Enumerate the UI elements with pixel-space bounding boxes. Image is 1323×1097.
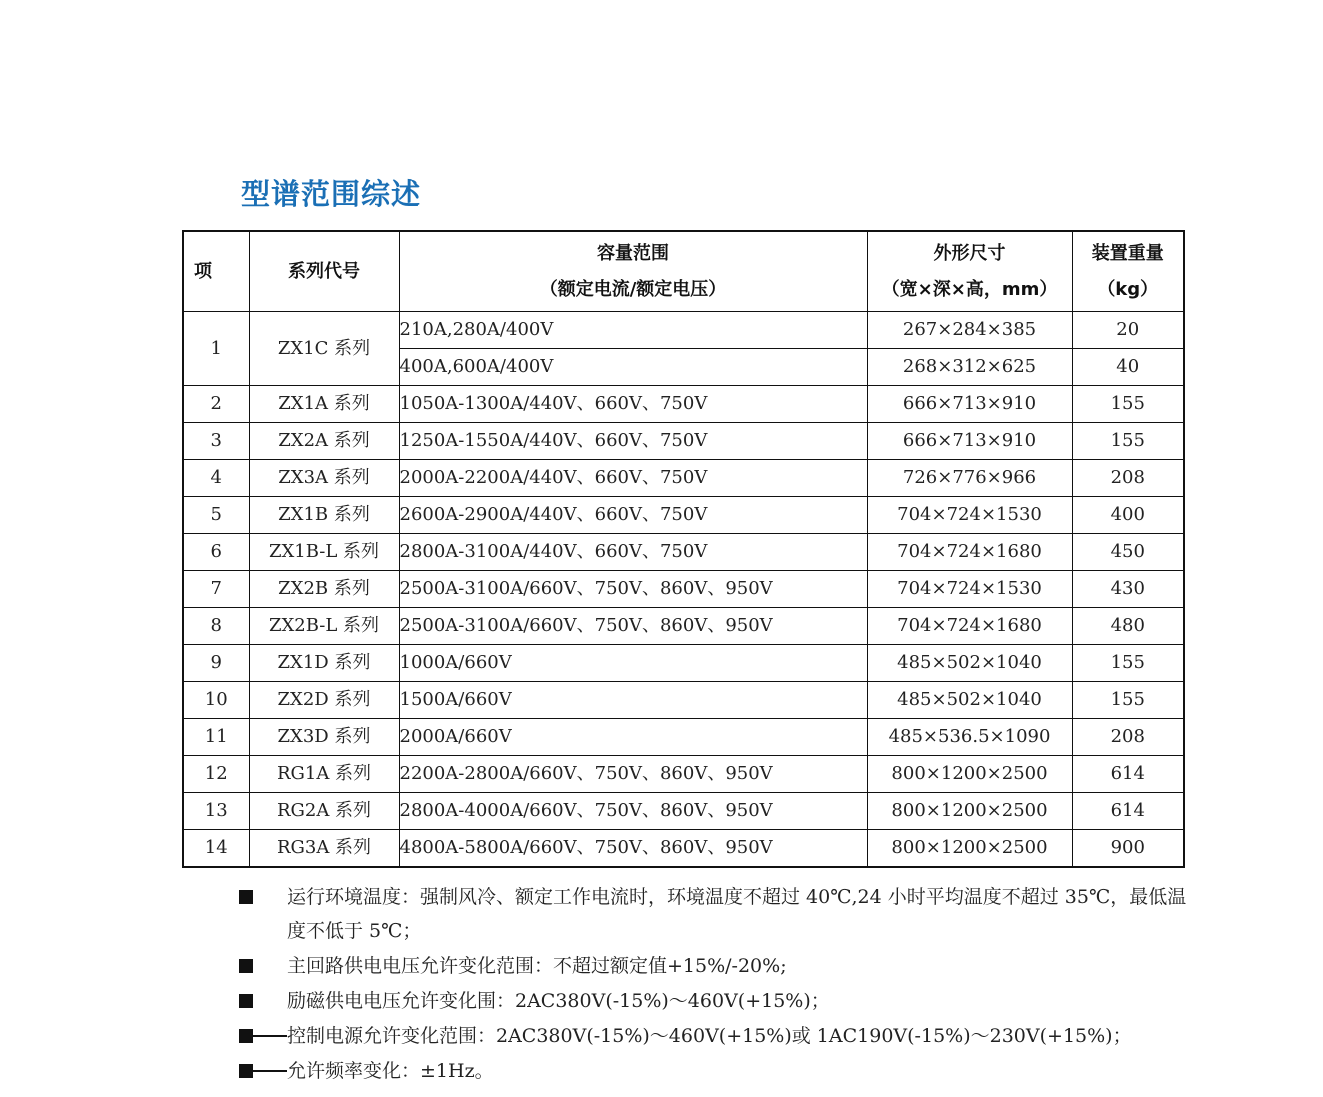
cell-weight: 208 bbox=[1072, 460, 1184, 497]
spec-table bbox=[182, 230, 1185, 868]
cell-capacity: 210A,280A/400V bbox=[399, 312, 867, 349]
cell-capacity: 2000A-2200A/440V、660V、750V bbox=[399, 460, 867, 497]
cell-capacity: 1050A-1300A/440V、660V、750V bbox=[399, 386, 867, 423]
cell-size: 800×1200×2500 bbox=[867, 830, 1072, 868]
table-row bbox=[183, 756, 1184, 793]
table-row bbox=[183, 830, 1184, 868]
cell-capacity: 2000A/660V bbox=[399, 719, 867, 756]
table-row bbox=[183, 571, 1184, 608]
header-weight-line2: （kg） bbox=[1097, 278, 1159, 300]
header-weight-line1: 装置重量 bbox=[1091, 242, 1164, 264]
cell-size: 726×776×966 bbox=[867, 460, 1072, 497]
cell-item: 9 bbox=[183, 645, 249, 682]
notes-list bbox=[239, 880, 1199, 1089]
cell-size: 268×312×625 bbox=[867, 349, 1072, 386]
table-row bbox=[183, 534, 1184, 571]
table-row bbox=[183, 793, 1184, 830]
cell-series: ZX1B 系列 bbox=[249, 497, 399, 534]
table-row bbox=[183, 682, 1184, 719]
cell-weight: 614 bbox=[1072, 793, 1184, 830]
cell-size: 800×1200×2500 bbox=[867, 793, 1072, 830]
table-row bbox=[183, 386, 1184, 423]
cell-weight: 450 bbox=[1072, 534, 1184, 571]
cell-item: 10 bbox=[183, 682, 249, 719]
cell-size: 485×502×1040 bbox=[867, 645, 1072, 682]
cell-weight: 480 bbox=[1072, 608, 1184, 645]
cell-item: 5 bbox=[183, 497, 249, 534]
cell-series: ZX1D 系列 bbox=[249, 645, 399, 682]
cell-capacity: 2600A-2900A/440V、660V、750V bbox=[399, 497, 867, 534]
cell-series: ZX2D 系列 bbox=[249, 682, 399, 719]
cell-series: ZX1B-L 系列 bbox=[249, 534, 399, 571]
cell-weight: 614 bbox=[1072, 756, 1184, 793]
page-title: 型谱范围综述 bbox=[241, 177, 422, 211]
cell-weight: 155 bbox=[1072, 386, 1184, 423]
cell-capacity: 2200A-2800A/660V、750V、860V、950V bbox=[399, 756, 867, 793]
cell-item: 3 bbox=[183, 423, 249, 460]
header-weight bbox=[1072, 231, 1184, 312]
cell-item: 14 bbox=[183, 830, 249, 868]
cell-size: 800×1200×2500 bbox=[867, 756, 1072, 793]
table-row bbox=[183, 312, 1184, 349]
cell-series: ZX2A 系列 bbox=[249, 423, 399, 460]
cell-size: 666×713×910 bbox=[867, 423, 1072, 460]
cell-series: RG3A 系列 bbox=[249, 830, 399, 868]
header-capacity-line2: （额定电流/额定电压） bbox=[539, 278, 727, 300]
cell-series: ZX2B-L 系列 bbox=[249, 608, 399, 645]
note-text: 控制电源允许变化范围：2AC380V(-15%)～460V(+15%)或 1AC190V(-15%)～230V(+15%)； bbox=[287, 1025, 1132, 1047]
table-header-row bbox=[183, 231, 1184, 312]
table-row bbox=[183, 497, 1184, 534]
cell-capacity: 1250A-1550A/440V、660V、750V bbox=[399, 423, 867, 460]
note-text: 主回路供电电压允许变化范围：不超过额定值+15%/-20%; bbox=[287, 955, 787, 977]
note-text: 运行环境温度：强制风冷、额定工作电流时，环境温度不超过 40℃,24 小时平均温度不超过 35℃，最低温度不低于 5℃； bbox=[287, 886, 1187, 942]
cell-series: RG2A 系列 bbox=[249, 793, 399, 830]
cell-capacity: 2800A-4000A/660V、750V、860V、950V bbox=[399, 793, 867, 830]
square-bullet-icon bbox=[239, 994, 253, 1008]
cell-capacity: 2500A-3100A/660V、750V、860V、950V bbox=[399, 608, 867, 645]
cell-weight: 40 bbox=[1072, 349, 1184, 386]
table-row bbox=[183, 608, 1184, 645]
note-item bbox=[239, 949, 1199, 983]
cell-size: 485×502×1040 bbox=[867, 682, 1072, 719]
header-series: 系列代号 bbox=[249, 231, 399, 312]
note-text: 励磁供电电压允许变化围：2AC380V(-15%)～460V(+15%)； bbox=[287, 990, 830, 1012]
cell-weight: 208 bbox=[1072, 719, 1184, 756]
header-size-line1: 外形尺寸 bbox=[933, 242, 1006, 264]
header-size bbox=[867, 231, 1072, 312]
cell-series: RG1A 系列 bbox=[249, 756, 399, 793]
cell-capacity: 2500A-3100A/660V、750V、860V、950V bbox=[399, 571, 867, 608]
cell-weight: 155 bbox=[1072, 682, 1184, 719]
cell-size: 704×724×1530 bbox=[867, 571, 1072, 608]
table-row bbox=[183, 645, 1184, 682]
cell-item: 1 bbox=[183, 312, 249, 386]
square-bullet-icon bbox=[239, 1029, 253, 1043]
cell-series: ZX1C 系列 bbox=[249, 312, 399, 386]
cell-capacity: 4800A-5800A/660V、750V、860V、950V bbox=[399, 830, 867, 868]
cell-item: 4 bbox=[183, 460, 249, 497]
cell-size: 704×724×1530 bbox=[867, 497, 1072, 534]
cell-weight: 900 bbox=[1072, 830, 1184, 868]
cell-series: ZX3D 系列 bbox=[249, 719, 399, 756]
cell-size: 704×724×1680 bbox=[867, 608, 1072, 645]
cell-item: 6 bbox=[183, 534, 249, 571]
header-size-line2: （宽×深×高，mm） bbox=[881, 278, 1058, 300]
cell-capacity: 400A,600A/400V bbox=[399, 349, 867, 386]
cell-size: 666×713×910 bbox=[867, 386, 1072, 423]
note-item bbox=[239, 880, 1199, 948]
cell-capacity: 2800A-3100A/440V、660V、750V bbox=[399, 534, 867, 571]
note-text: 允许频率变化：±1Hz。 bbox=[287, 1060, 494, 1082]
cell-size: 485×536.5×1090 bbox=[867, 719, 1072, 756]
cell-series: ZX2B 系列 bbox=[249, 571, 399, 608]
cell-item: 8 bbox=[183, 608, 249, 645]
table-row bbox=[183, 460, 1184, 497]
cell-capacity: 1000A/660V bbox=[399, 645, 867, 682]
cell-item: 2 bbox=[183, 386, 249, 423]
cell-item: 13 bbox=[183, 793, 249, 830]
cell-item: 12 bbox=[183, 756, 249, 793]
table-row bbox=[183, 719, 1184, 756]
note-item bbox=[239, 984, 1199, 1018]
cell-series: ZX1A 系列 bbox=[249, 386, 399, 423]
square-bullet-icon bbox=[239, 1064, 253, 1078]
cell-item: 7 bbox=[183, 571, 249, 608]
header-capacity bbox=[399, 231, 867, 312]
square-bullet-icon bbox=[239, 959, 253, 973]
cell-series: ZX3A 系列 bbox=[249, 460, 399, 497]
note-item bbox=[239, 1054, 1199, 1088]
cell-weight: 155 bbox=[1072, 645, 1184, 682]
note-item bbox=[239, 1019, 1199, 1053]
bullet-connector-line bbox=[253, 1035, 287, 1037]
cell-weight: 155 bbox=[1072, 423, 1184, 460]
cell-weight: 430 bbox=[1072, 571, 1184, 608]
square-bullet-icon bbox=[239, 890, 253, 904]
cell-size: 267×284×385 bbox=[867, 312, 1072, 349]
bullet-connector-line bbox=[253, 1070, 287, 1072]
table-row bbox=[183, 423, 1184, 460]
cell-capacity: 1500A/660V bbox=[399, 682, 867, 719]
cell-item: 11 bbox=[183, 719, 249, 756]
cell-weight: 400 bbox=[1072, 497, 1184, 534]
cell-size: 704×724×1680 bbox=[867, 534, 1072, 571]
header-item: 项 bbox=[183, 231, 249, 312]
cell-weight: 20 bbox=[1072, 312, 1184, 349]
header-capacity-line1: 容量范围 bbox=[597, 242, 669, 264]
